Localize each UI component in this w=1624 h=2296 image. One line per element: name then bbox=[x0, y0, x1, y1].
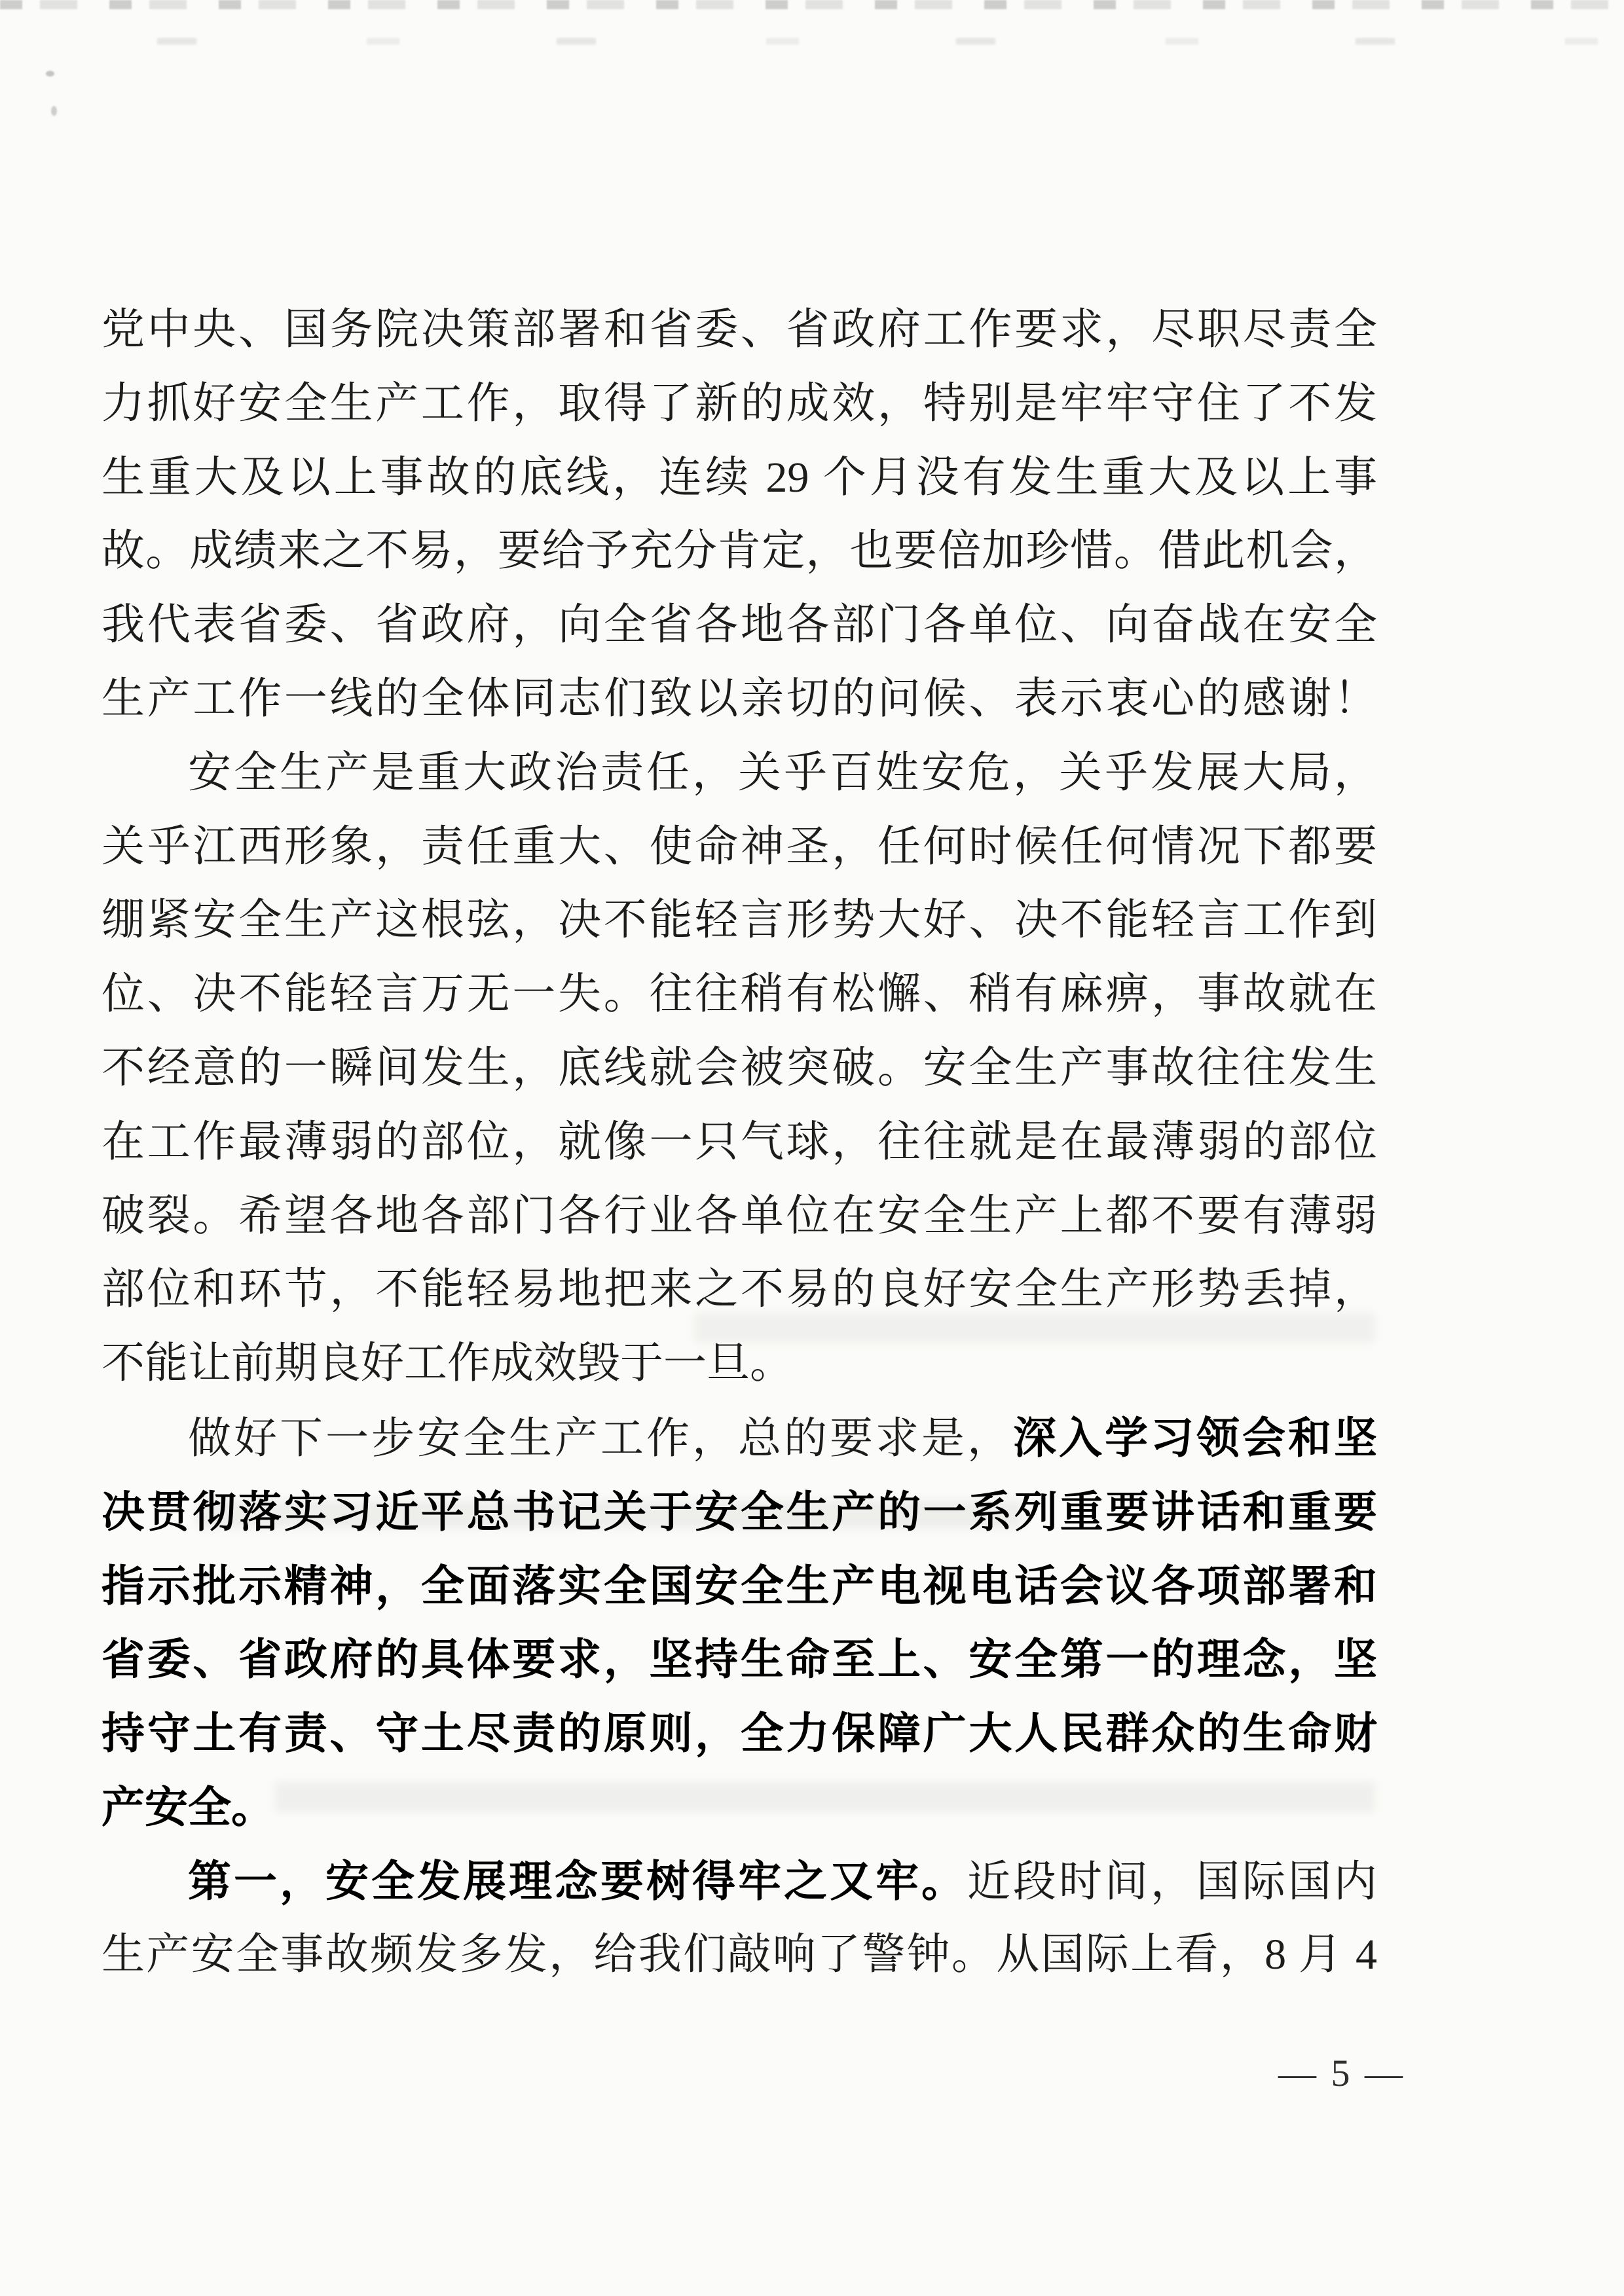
text-line bbox=[101, 1696, 1377, 1770]
bold-text-segment: 指示批示精神，全面落实全国安全生产电视电话会议各项部署和 bbox=[101, 1561, 1377, 1610]
text-segment: 我代表省委、省政府，向全省各地各部门各单位、向奋战在安全 bbox=[101, 601, 1377, 649]
document-body bbox=[101, 293, 1377, 1992]
text-segment: 生产工作一线的全体同志们致以亲切的问候、表示衷心的感谢！ bbox=[101, 674, 1377, 723]
text-line bbox=[101, 589, 1377, 663]
bold-text-segment: 省委、省政府的具体要求，坚持生命至上、安全第一的理念，坚 bbox=[101, 1635, 1377, 1684]
text-segment: 近段时间，国际国内 bbox=[967, 1857, 1377, 1906]
text-line bbox=[101, 441, 1377, 515]
text-line bbox=[101, 663, 1377, 737]
text-line bbox=[101, 367, 1377, 441]
text-line bbox=[101, 884, 1377, 958]
text-segment: 生产安全事故频发多发，给我们敲响了警钟。从国际上看，8 月 4 bbox=[101, 1930, 1377, 1978]
scan-artifact bbox=[0, 0, 1624, 9]
scan-artifact bbox=[46, 71, 54, 77]
text-segment: 在工作最薄弱的部位，就像一只气球，往往就是在最薄弱的部位 bbox=[101, 1118, 1377, 1166]
page-number: — 5 — bbox=[1278, 2052, 1405, 2094]
text-line bbox=[101, 1622, 1377, 1696]
text-line bbox=[101, 1918, 1377, 1992]
bold-text-segment: 第一，安全发展理念要树得牢之又牢。 bbox=[188, 1856, 967, 1905]
text-segment: 安全生产是重大政治责任，关乎百姓安危，关乎发展大局， bbox=[188, 748, 1377, 797]
text-segment: 党中央、国务院决策部署和省委、省政府工作要求，尽职尽责全 bbox=[101, 306, 1377, 354]
text-segment: 不能让前期良好工作成效毁于一旦。 bbox=[101, 1339, 793, 1388]
text-segment: 力抓好安全生产工作，取得了新的成效，特别是牢牢守住了不发 bbox=[101, 379, 1377, 428]
bold-text-segment: 决贯彻落实习近平总书记关于安全生产的一系列重要讲话和重要 bbox=[101, 1487, 1377, 1536]
text-segment: 绷紧安全生产这根弦，决不能轻言形势大好、决不能轻言工作到 bbox=[101, 896, 1377, 945]
text-line bbox=[101, 1327, 1377, 1401]
text-segment: 破裂。希望各地各部门各行业各单位在安全生产上都不要有薄弱 bbox=[101, 1192, 1377, 1240]
text-segment: 生重大及以上事故的底线，连续 29 个月没有发生重大及以上事 bbox=[101, 453, 1377, 501]
text-line bbox=[101, 1844, 1377, 1918]
bold-text-segment: 持守土有责、守土尽责的原则，全力保障广大人民群众的生命财 bbox=[101, 1709, 1377, 1758]
text-line bbox=[101, 293, 1377, 367]
text-line bbox=[101, 958, 1377, 1032]
bold-text-segment: 产安全。 bbox=[101, 1782, 274, 1831]
text-segment: 位、决不能轻言万无一失。往往稍有松懈、稍有麻痹，事故就在 bbox=[101, 970, 1377, 1019]
scan-artifact bbox=[0, 38, 1624, 45]
scan-artifact bbox=[51, 106, 57, 116]
text-segment: 关乎江西形象，责任重大、使命神圣，任何时候任何情况下都要 bbox=[101, 822, 1377, 871]
text-line bbox=[101, 1106, 1377, 1180]
text-segment: 做好下一步安全生产工作，总的要求是， bbox=[188, 1414, 1013, 1463]
text-line bbox=[101, 1032, 1377, 1106]
text-line bbox=[101, 737, 1377, 811]
text-segment: 不经意的一瞬间发生，底线就会被突破。安全生产事故往往发生 bbox=[101, 1044, 1377, 1092]
text-line bbox=[101, 1549, 1377, 1623]
text-line bbox=[101, 1770, 1377, 1844]
text-line bbox=[101, 1180, 1377, 1254]
text-line bbox=[101, 515, 1377, 589]
text-segment: 故。成绩来之不易，要给予充分肯定，也要倍加珍惜。借此机会， bbox=[101, 527, 1377, 575]
text-line bbox=[101, 811, 1377, 884]
text-line bbox=[101, 1401, 1377, 1475]
text-segment: 部位和环节，不能轻易地把来之不易的良好安全生产形势丢掉， bbox=[101, 1266, 1377, 1314]
bold-text-segment: 深入学习领会和坚 bbox=[1013, 1413, 1377, 1462]
text-line bbox=[101, 1253, 1377, 1327]
text-line bbox=[101, 1475, 1377, 1549]
